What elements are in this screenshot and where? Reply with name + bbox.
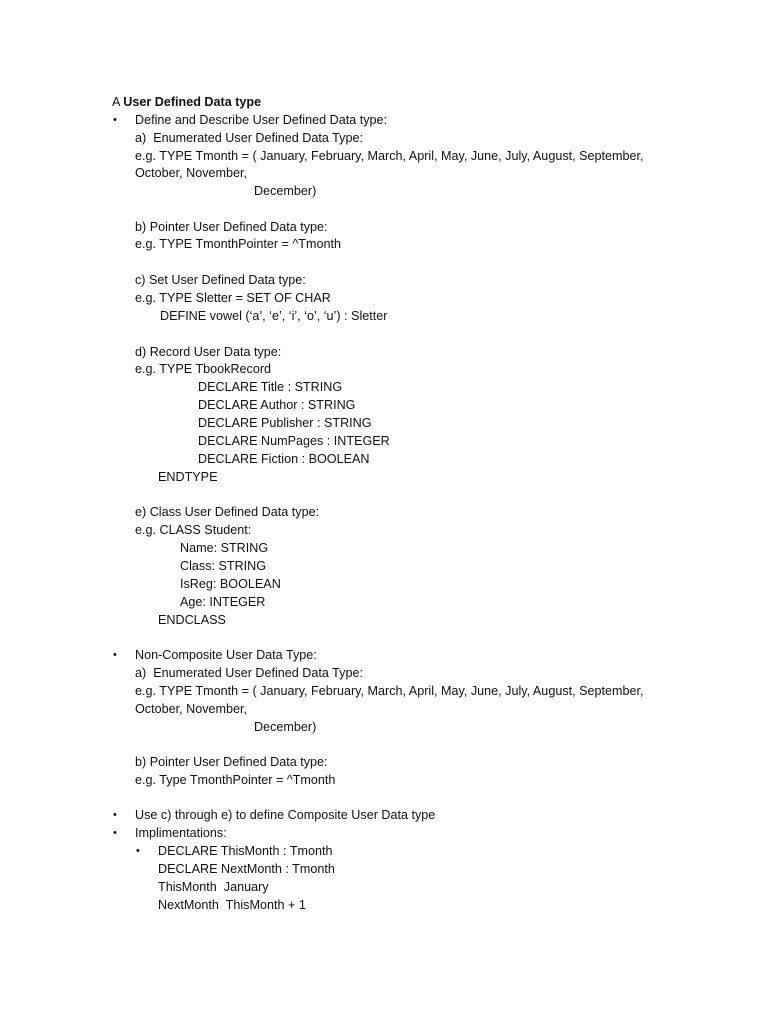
section1-c-line2: DEFINE vowel (‘a’, ‘e’, ‘i’, ‘o’, ‘u’) : Sletter bbox=[160, 309, 388, 323]
section1-a-line1: e.g. TYPE Tmonth = ( January, February, March, April, May, June, July, August, September, bbox=[135, 149, 644, 163]
class-field: Name: STRING bbox=[180, 541, 269, 555]
bullet-marker: • bbox=[113, 827, 117, 839]
section1-a-line3: December) bbox=[254, 184, 317, 198]
bullet-marker: • bbox=[113, 649, 117, 661]
document-heading bbox=[112, 94, 261, 110]
record-field: DECLARE NumPages : INTEGER bbox=[198, 434, 390, 448]
bullet-marker: • bbox=[113, 114, 117, 126]
implementation-line: NextMonth ThisMonth + 1 bbox=[158, 898, 306, 912]
section1-c-title: c) Set User Defined Data type: bbox=[135, 273, 306, 287]
section2-a-line1: e.g. TYPE Tmonth = ( January, February, March, April, May, June, July, August, September, bbox=[135, 684, 644, 698]
class-field: IsReg: BOOLEAN bbox=[180, 577, 281, 591]
heading-title: User Defined Data type bbox=[123, 95, 262, 109]
record-field: DECLARE Publisher : STRING bbox=[198, 416, 372, 430]
section2-b-line1: e.g. Type TmonthPointer = ^Tmonth bbox=[135, 773, 336, 787]
section3-bullet-text: Use c) through e) to define Composite User Data type bbox=[135, 808, 436, 822]
section1-d-end: ENDTYPE bbox=[158, 470, 218, 484]
section4-bullet-text: Implimentations: bbox=[135, 826, 227, 840]
section1-b-title: b) Pointer User Defined Data type: bbox=[135, 220, 328, 234]
section1-b-line1: e.g. TYPE TmonthPointer = ^Tmonth bbox=[135, 237, 341, 251]
section1-bullet-text: Define and Describe User Defined Data type: bbox=[135, 113, 388, 127]
section1-e-line1: e.g. CLASS Student: bbox=[135, 523, 252, 537]
section1-e-end: ENDCLASS bbox=[158, 613, 226, 627]
section2-b-title: b) Pointer User Defined Data type: bbox=[135, 755, 328, 769]
implementation-line: DECLARE NextMonth : Tmonth bbox=[158, 862, 335, 876]
section1-d-line1: e.g. TYPE TbookRecord bbox=[135, 362, 272, 376]
section2-a-line3: December) bbox=[254, 720, 317, 734]
section2-bullet-text: Non-Composite User Data Type: bbox=[135, 648, 317, 662]
section1-a-line2: October, November, bbox=[135, 166, 247, 180]
class-field: Age: INTEGER bbox=[180, 595, 266, 609]
heading-prefix: A bbox=[112, 95, 124, 109]
section2-a-title: a) Enumerated User Defined Data Type: bbox=[135, 666, 363, 680]
section1-e-title: e) Class User Defined Data type: bbox=[135, 505, 320, 519]
record-field: DECLARE Fiction : BOOLEAN bbox=[198, 452, 370, 466]
bullet-marker: • bbox=[113, 809, 117, 821]
implementation-line: ThisMonth January bbox=[158, 880, 269, 894]
record-field: DECLARE Author : STRING bbox=[198, 398, 356, 412]
section1-a-title: a) Enumerated User Defined Data Type: bbox=[135, 131, 363, 145]
section2-a-line2: October, November, bbox=[135, 702, 247, 716]
record-field: DECLARE Title : STRING bbox=[198, 380, 343, 394]
section1-d-title: d) Record User Data type: bbox=[135, 345, 282, 359]
class-field: Class: STRING bbox=[180, 559, 267, 573]
section1-c-line1: e.g. TYPE Sletter = SET OF CHAR bbox=[135, 291, 331, 305]
sub-bullet-marker: • bbox=[136, 845, 140, 857]
implementation-line: DECLARE ThisMonth : Tmonth bbox=[158, 844, 333, 858]
